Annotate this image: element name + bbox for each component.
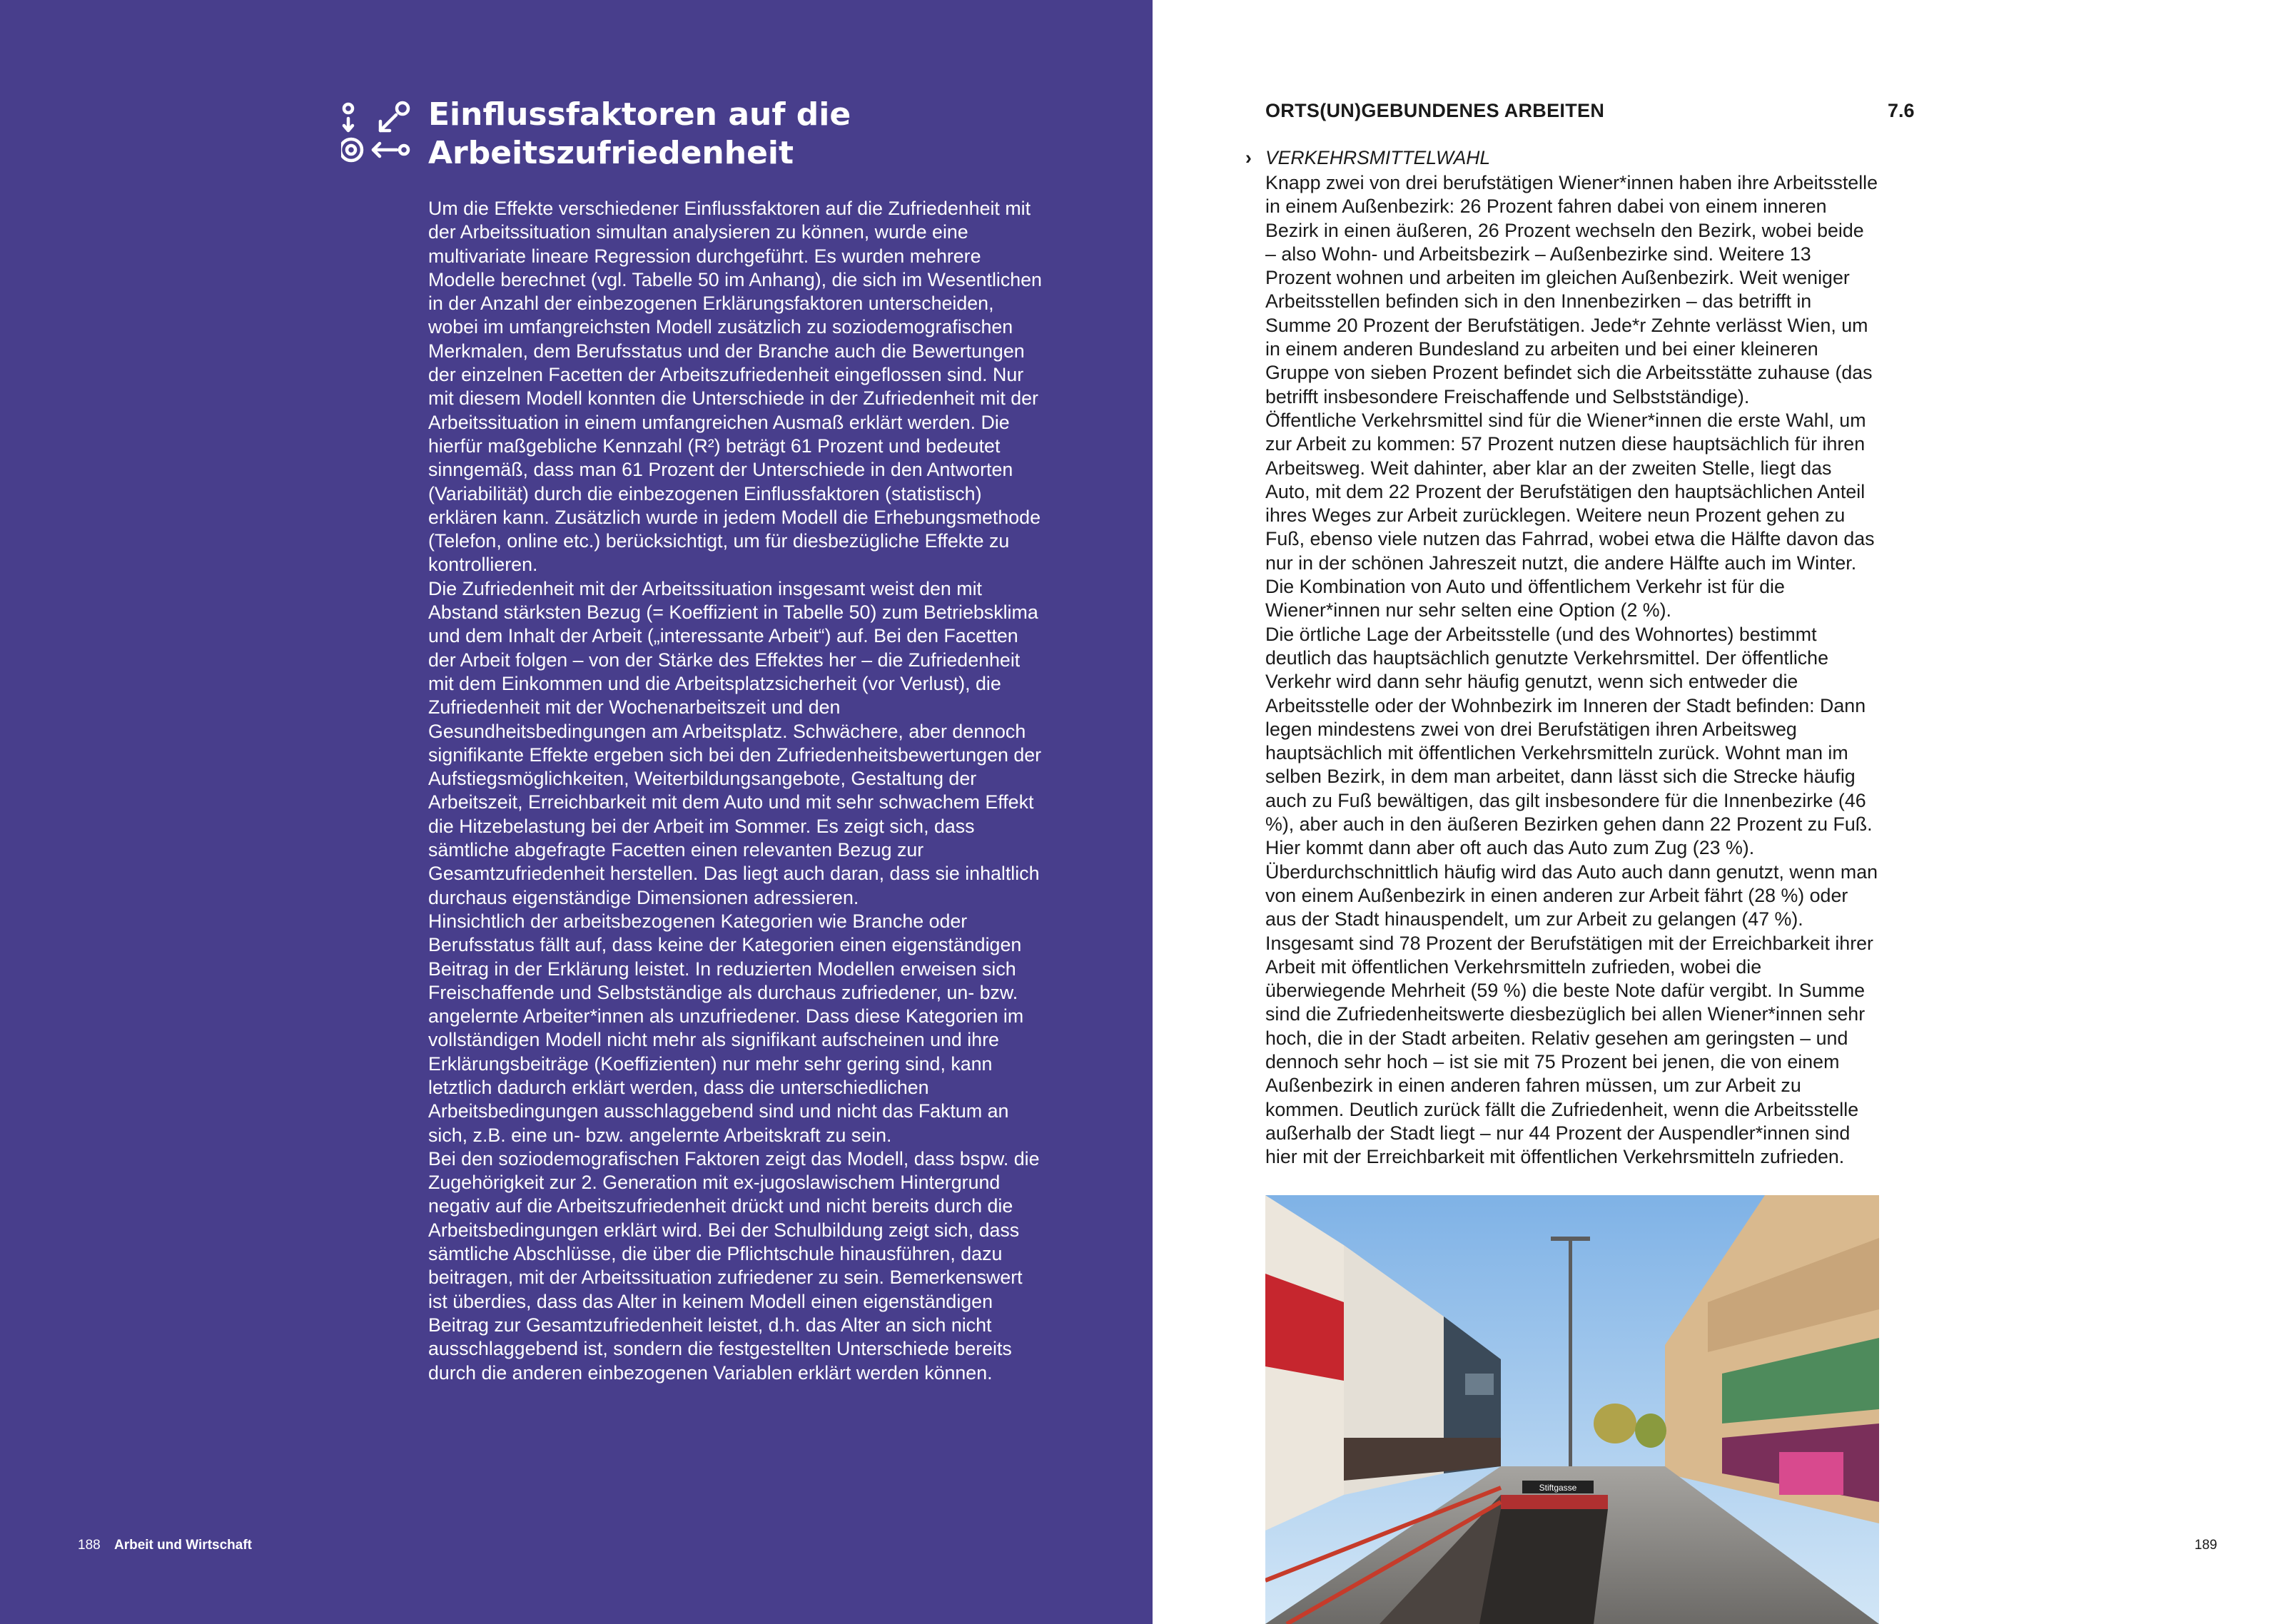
station-sign: Stiftgasse bbox=[1539, 1483, 1577, 1493]
page-title bbox=[428, 96, 1070, 173]
subheading-text: VERKEHRSMITTELWAHL bbox=[1265, 147, 1491, 168]
left-body-text bbox=[428, 197, 1042, 1385]
paragraph: Insgesamt sind 78 Prozent der Berufstätigen mit der Erreichbarkeit ihrer Arbeit mit öffentlichen Verkehrsmitteln zufrieden, wobei die überwiegende Mehrheit (59 %) die beste Note dafür vergibt. In Summe sind die Zufriedenheitswerte diesbezüglich bei allen Wiener*innen sehr hoch, die in der Stadt arbeiten. Relativ gesehen am geringsten – und dennoch sehr hoch – ist sie mit 75 Prozent bei jenen, die von einem Außenbezirk in einen anderen fahren müssen, um zur Arbeit zu kommen. Deutlich zurück fällt die Zufriedenheit, wenn die Arbeitsstelle außerhalb der Stadt liegt – nur 44 Prozent der Auspendler*innen sind hier mit der Erreichbarkeit mit öffentlichen Verkehrsmitteln zufrieden. bbox=[1265, 932, 1873, 1168]
influence-factors-icon bbox=[341, 100, 412, 171]
page-number: 189 bbox=[2195, 1538, 2217, 1553]
paragraph: Öffentliche Verkehrsmittel sind für die Wiener*innen die erste Wahl, um zur Arbeit zu kommen: 57 Prozent nutzen diese hauptsächlich für ihren Arbeitsweg. Weit dahinter, aber klar an der zweiten Stelle, liegt das Auto, mit dem 22 Prozent der Berufstätigen den hauptsächlichen Anteil ihres Weges zur Arbeit zurücklegen. Weitere neun Prozent gehen zu Fuß, ebenso viele nutzen das Fahrrad, wobei etwa die Hälfte davon das nur in der schönen Jahreszeit nutzt, die andere Hälfte auch im Winter. Die Kombination von Auto und öffentlichem Verkehr ist für die Wiener*innen nur sehr selten eine Option (2 %). bbox=[1265, 409, 1875, 621]
title-line-2: Arbeitszufriedenheit bbox=[428, 135, 794, 171]
street-photo bbox=[1265, 1195, 1879, 1624]
paragraph: Die Zufriedenheit mit der Arbeitssituation insgesamt weist den mit Abstand stärksten Bezug (= Koeffizient in Tabelle 50) zum Betriebsklima und dem Inhalt der Arbeit („interessante Arbeit“) auf. Bei den Facetten der Arbeit folgen – von der Stärke des Effektes her – die Zufriedenheit mit dem Einkommen und die Arbeitsplatzsicherheit (vor Verlust), die Zufriedenheit mit der Wochenarbeitszeit und den Gesundheitsbedingungen am Arbeitsplatz. Schwächere, aber dennoch signifikante Effekte ergeben sich bei den Zufriedenheitsbewertungen der Aufstiegsmöglichkeiten, Weiterbildungsangebote, Gestaltung der Arbeitszeit, Erreichbarkeit mit dem Auto und mit sehr schwachem Effekt die Hitzebelastung bei der Arbeit im Sommer. Es zeigt sich, dass sämtliche abgefragte Facetten einen relevanten Bezug zur Gesamtzufriedenheit herstellen. Das liegt auch daran, dass sie inhaltlich durchaus eigenständige Dimensionen adressieren. bbox=[428, 577, 1042, 908]
section-name: Arbeit und Wirtschaft bbox=[113, 1538, 252, 1553]
title-line-1: Einflussfaktoren auf die bbox=[428, 96, 851, 133]
chapter-number: 7.6 bbox=[1888, 100, 1915, 121]
paragraph: Bei den soziodemografischen Faktoren zeigt das Modell, dass bspw. die Zugehörigkeit zur 2. Generation mit ex-jugoslawischem Hintergrund negativ auf die Arbeitszufriedenheit drückt und nicht bereits durch die Arbeitsbedingungen erklärt wird. Bei der Schulbildung zeigt sich, dass sämtliche Abschlüsse, die über die Pflichtschule hinausführen, dazu beitragen, mit der Arbeitssituation zufriedener zu sein. Bemerkenswert ist überdies, dass das Alter in keinem Modell einen eigenständigen Beitrag zur Gesamtzufriedenheit leistet, d.h. das Alter an sich nicht ausschlaggebend ist, sondern die festgestellten Unterschiede bereits durch die anderen einbezogenen Variablen erklärt werden können. bbox=[428, 1147, 1040, 1384]
paragraph: Knapp zwei von drei berufstätigen Wiener*innen haben ihre Arbeitsstelle in einem Außenbezirk: 26 Prozent fahren dabei von einem inneren Bezirk in einen äußeren, 26 Prozent wechseln den Bezirk, wobei beide – also Wohn- und Arbeitsbezirk – Außenbezirke sind. Weitere 13 Prozent wohnen und arbeiten im gleichen Außenbezirk. Weit weniger Arbeitsstellen befinden sich in den Innenbezirken – das betrifft in Summe 20 Prozent der Berufstätigen. Jede*r Zehnte verlässt Wien, um in einem anderen Bundesland zu arbeiten und bei einer kleineren Gruppe von sieben Prozent befindet sich die Arbeitsstätte zuhause (das betrifft insbesondere Freischaffende und Selbstständige). bbox=[1265, 172, 1878, 407]
right-body-text bbox=[1265, 171, 1879, 1169]
paragraph: Die örtliche Lage der Arbeitsstelle (und des Wohnortes) bestimmt deutlich das hauptsächlich genutzte Verkehrsmittel. Der öffentliche Verkehr wird dann sehr häufig genutzt, wenn sich entweder die Arbeitsstelle oder der Wohnbezirk im Inneren der Stadt befinden: Dann legen mindestens zwei von drei Berufstätigen ihren Arbeitsweg hauptsächlich mit öffentlichen Verkehrsmitteln zurück. Wohnt man im selben Bezirk, in dem man arbeitet, dann lässt sich die Strecke häufig auch zu Fuß bewältigen, das gilt insbesondere für die Innenbezirke (46 %), aber auch in den äußeren Bezirken gehen dann 22 Prozent zu Fuß. Hier kommt dann aber oft auch das Auto zum Zug (23 %). Überdurchschnittlich häufig wird das Auto auch dann genutzt, wenn man von einem Außenbezirk in einen anderen zur Arbeit fährt (28 %) oder aus der Stadt hinauspendelt, um zur Arbeit zu gelangen (47 %). bbox=[1265, 623, 1878, 930]
subheading bbox=[1245, 147, 1888, 169]
paragraph: Hinsichtlich der arbeitsbezogenen Kategorien wie Branche oder Berufsstatus fällt auf, dass keine der Kategorien einen eigenständigen Beitrag in der Erklärung leistet. In reduzierten Modellen erweisen sich Freischaffende und Selbstständige als durchaus zufriedener, un- bzw. angelernte Arbeiter*innen als unzufriedener. Dass diese Kategorien im vollständigen Modell nicht mehr als signifikant aufscheinen und ihre Erklärungsbeiträge (Koeffizienten) nur mehr sehr gering sind, kann letztlich dadurch erklärt werden, dass die unterschiedlichen Arbeitsbedingungen ausschlaggebend sind und nicht das Faktum an sich, z.B. eine un- bzw. angelernte Arbeitskraft zu sein. bbox=[428, 910, 1024, 1146]
left-footer bbox=[78, 1538, 252, 1553]
running-head: ORTS(UN)GEBUNDENES ARBEITEN bbox=[1265, 100, 1605, 121]
chevron-right-icon: › bbox=[1245, 147, 1252, 168]
paragraph: Um die Effekte verschiedener Einflussfaktoren auf die Zufriedenheit mit der Arbeitssituation simultan analysieren zu können, wurde eine multivariate lineare Regression durchgeführt. Es wurden mehrere Modelle berechnet (vgl. Tabelle 50 im Anhang), die sich im Wesentlichen in der Anzahl der einbezogenen Erklärungsfaktoren unterscheiden, wobei im umfangreichsten Modell zusätzlich zu soziodemografischen Merkmalen, dem Berufsstatus und der Branche auch die Bewertungen der einzelnen Facetten der Arbeitszufriedenheit eingeflossen sind. Nur mit diesem Modell konnten die Unterschiede in der Zufriedenheit mit der Arbeitssituation in einem umfangreichen Ausmaß erklärt werden. Die hierfür maßgebliche Kennzahl (R²) beträgt 61 Prozent und bedeutet sinngemäß, dass man 61 Prozent der Unterschiede in den Antworten (Variabilität) durch die einbezogenen Einflussfaktoren (statistisch) erklären kann. Zusätzlich wurde in jedem Modell die Erhebungsmethode (Telefon, online etc.) berücksichtigt, um für diesbezügliche Effekte zu kontrollieren. bbox=[428, 198, 1042, 576]
page-number: 188 bbox=[78, 1538, 101, 1553]
right-page bbox=[1153, 0, 2293, 1624]
